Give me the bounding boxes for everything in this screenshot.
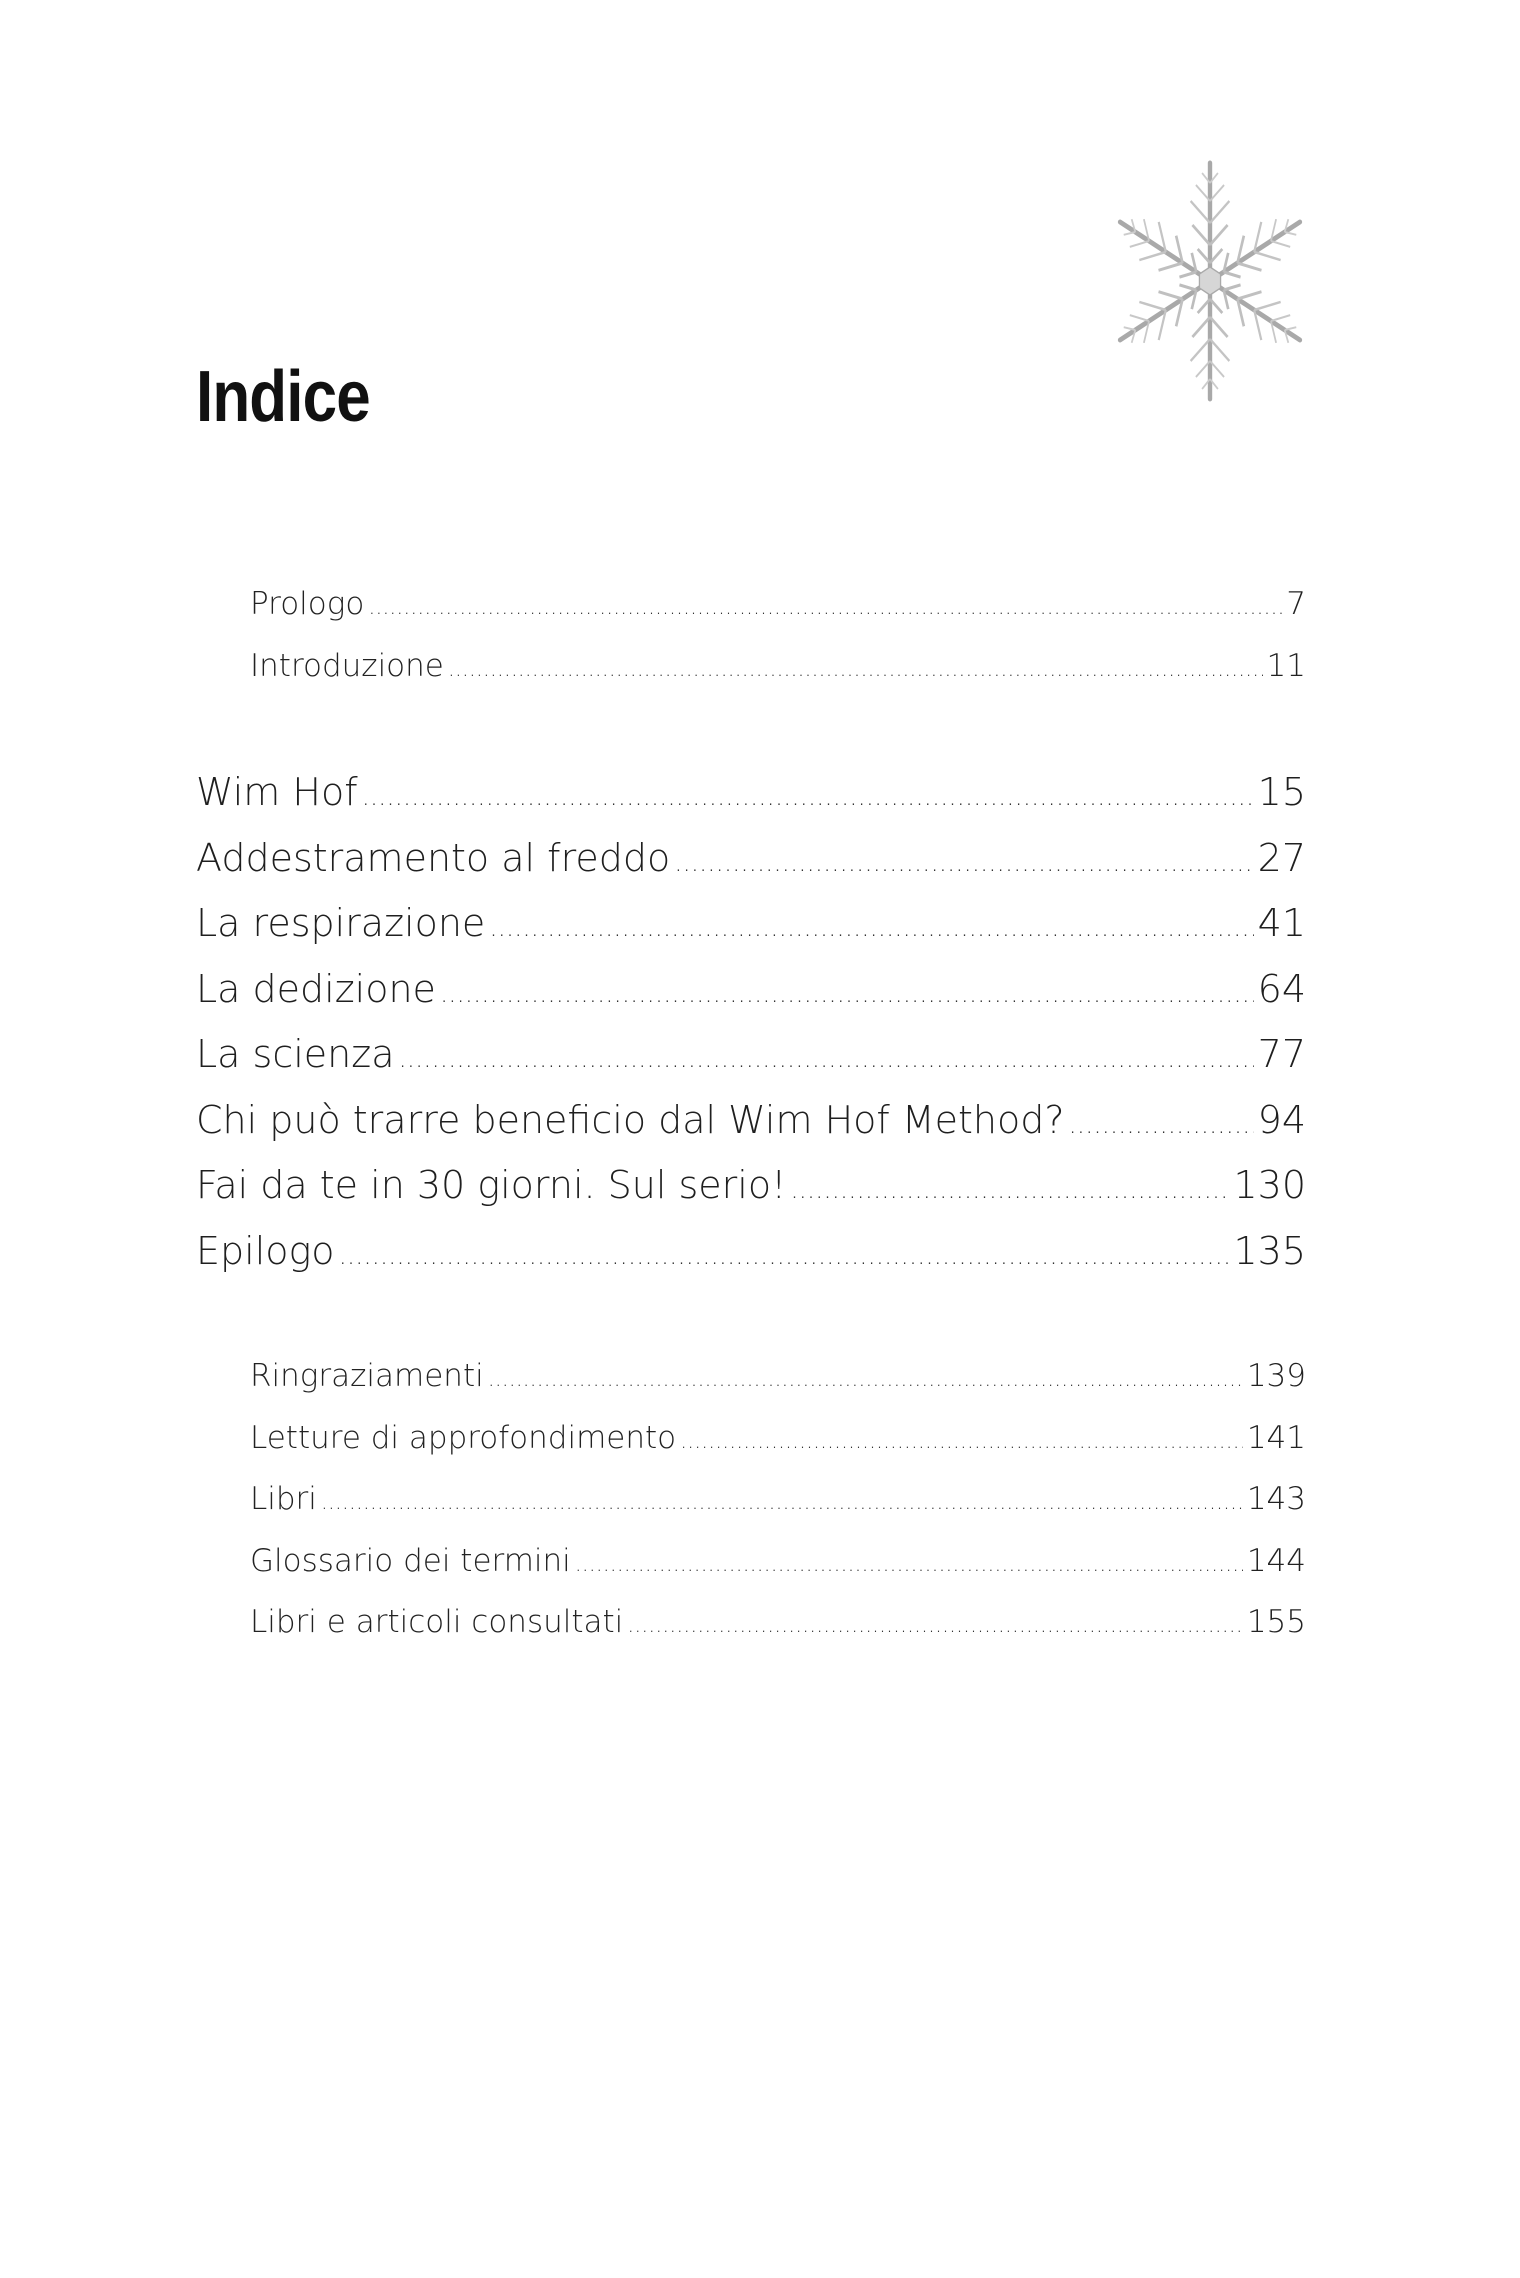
toc-entry-page: 130	[1233, 1163, 1306, 1207]
toc-entry-page: 155	[1246, 1604, 1306, 1641]
toc-entry-page: 143	[1246, 1481, 1306, 1518]
toc-entry-label: La dedizione	[196, 966, 436, 1011]
dot-leader	[398, 1044, 1253, 1074]
toc-entry-label: Letture di approfondimento	[250, 1419, 677, 1456]
toc-entry-label: La scienza	[196, 1032, 395, 1076]
dot-leader	[575, 1552, 1243, 1577]
toc-entry-page: 139	[1246, 1358, 1306, 1394]
toc-entry-page: 64	[1257, 966, 1306, 1011]
toc-entry-page: 15	[1257, 770, 1306, 814]
toc-chapter-beneficio[interactable]	[196, 1098, 1306, 1164]
toc-entry-label: Epilogo	[196, 1228, 335, 1273]
toc-entry-introduzione[interactable]	[250, 648, 1306, 710]
toc-back-matter	[250, 1358, 1306, 1666]
dot-leader	[489, 913, 1253, 943]
toc-entry-label: Addestramento al freddo	[196, 835, 671, 880]
dot-leader	[790, 1175, 1229, 1205]
dot-leader	[488, 1367, 1243, 1392]
toc-entry-page: 141	[1246, 1419, 1306, 1456]
toc-entry-label: Libri e articoli consultati	[250, 1604, 624, 1641]
dot-leader	[680, 1429, 1243, 1454]
toc-entry-label: Glossario dei termini	[250, 1542, 571, 1579]
toc-entry-page: 11	[1266, 648, 1306, 684]
dot-leader	[362, 782, 1254, 812]
dot-leader	[448, 657, 1263, 682]
toc-entry-page: 135	[1233, 1228, 1306, 1273]
toc-entry-letture[interactable]	[250, 1420, 1306, 1482]
toc-chapter-fai-da-te[interactable]	[196, 1163, 1306, 1229]
toc-chapters	[196, 770, 1306, 1294]
toc-entry-page: 144	[1246, 1542, 1306, 1579]
toc-entry-label: Fai da te in 30 giorni. Sul serio!	[196, 1163, 787, 1207]
toc-chapter-scienza[interactable]	[196, 1032, 1306, 1098]
toc-entry-page: 27	[1257, 835, 1306, 880]
dot-leader	[368, 595, 1282, 620]
toc-entry-libri[interactable]	[250, 1481, 1306, 1543]
dot-leader	[627, 1613, 1243, 1638]
toc-chapter-respirazione[interactable]	[196, 901, 1306, 967]
toc-entry-label: Wim Hof	[196, 770, 358, 814]
toc-entry-page: 41	[1257, 901, 1306, 945]
dot-leader	[674, 848, 1253, 878]
toc-entry-label: Libri	[250, 1481, 317, 1518]
toc-chapter-addestramento[interactable]	[196, 836, 1306, 902]
toc-chapter-wim-hof[interactable]	[196, 770, 1306, 836]
toc-entry-label: Introduzione	[250, 648, 444, 684]
page-title: Indice	[196, 357, 370, 437]
dot-leader	[339, 1241, 1230, 1271]
toc-entry-page: 77	[1257, 1032, 1306, 1076]
toc-entry-label: Ringraziamenti	[250, 1358, 484, 1394]
toc-entry-page: 7	[1286, 586, 1306, 622]
toc-entry-glossario[interactable]	[250, 1543, 1306, 1605]
toc-chapter-dedizione[interactable]	[196, 967, 1306, 1033]
toc-chapter-epilogo[interactable]	[196, 1229, 1306, 1295]
dot-leader	[440, 979, 1254, 1009]
toc-entry-ringraziamenti[interactable]	[250, 1358, 1306, 1420]
toc-front-matter	[250, 586, 1306, 710]
toc-entry-page: 94	[1257, 1097, 1306, 1142]
toc-entry-label: La respirazione	[196, 901, 486, 945]
snowflake-icon	[1105, 150, 1315, 412]
toc-entry-label: Prologo	[250, 586, 365, 622]
toc-entry-label: Chi può trarre beneficio dal Wim Hof Method?	[196, 1097, 1065, 1142]
toc-entry-libri-articoli[interactable]	[250, 1604, 1306, 1666]
dot-leader	[321, 1490, 1243, 1515]
dot-leader	[1069, 1110, 1254, 1140]
toc-entry-prologo[interactable]	[250, 586, 1306, 648]
